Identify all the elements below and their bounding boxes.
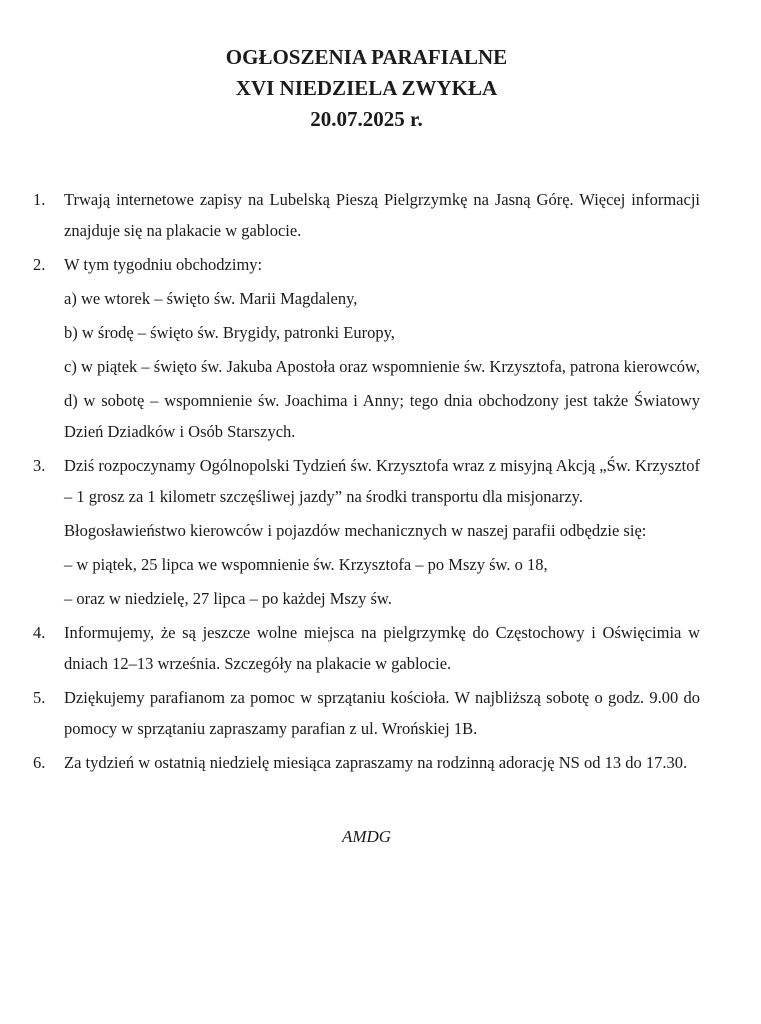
item-number: 2. bbox=[33, 255, 46, 274]
item-body bbox=[64, 249, 700, 450]
item-subitem-c: c) w piątek – święto św. Jakuba Apostoła oraz wspomnienie św. Krzysztofa, patrona kierowców, bbox=[64, 357, 700, 376]
item-paragraph: Informujemy, że są jeszcze wolne miejsca na pielgrzymkę do Częstochowy i Oświęcimia w dniach 12–13 września. Szczegóły na plakacie w gablocie. bbox=[64, 623, 700, 673]
item-paragraph: W tym tygodniu obchodzimy: bbox=[64, 255, 263, 274]
item-body bbox=[64, 184, 700, 249]
footer-amdg-text: AMDG bbox=[341, 827, 392, 846]
list-item bbox=[33, 682, 700, 747]
title-line-sunday: XVI NIEDZIELA ZWYKŁA bbox=[235, 76, 498, 100]
item-body bbox=[64, 617, 700, 682]
item-paragraph: Trwają internetowe zapisy na Lubelską Pieszą Pielgrzymkę na Jasną Górę. Więcej informacji znajduje się na plakacie w gablocie. bbox=[64, 190, 700, 240]
item-paragraph: Dziś rozpoczynamy Ogólnopolski Tydzień św. Krzysztofa wraz z misyjną Akcją „Św. Krzysztof – 1 grosz za 1 kilometr szczęśliwej jazdy” na środki transportu dla misjonarzy. bbox=[64, 456, 700, 506]
title-line-announcements: OGŁOSZENIA PARAFIALNE bbox=[225, 45, 508, 69]
item-body bbox=[64, 682, 700, 747]
item-paragraph: Za tydzień w ostatnią niedzielę miesiąca zapraszamy na rodzinną adorację NS od 13 do 17.30. bbox=[64, 753, 688, 772]
list-item bbox=[33, 450, 700, 617]
item-body bbox=[64, 747, 700, 781]
item-number: 6. bbox=[33, 753, 46, 772]
document-title bbox=[33, 42, 700, 135]
item-dash-line: – oraz w niedzielę, 27 lipca – po każdej Mszy św. bbox=[64, 589, 392, 608]
title-line-date: 20.07.2025 r. bbox=[310, 107, 423, 131]
list-item bbox=[33, 184, 700, 249]
list-item bbox=[33, 747, 700, 781]
item-number: 3. bbox=[33, 456, 46, 475]
item-body bbox=[64, 450, 700, 617]
list-item bbox=[33, 249, 700, 450]
item-dash-line: – w piątek, 25 lipca we wspomnienie św. Krzysztofa – po Mszy św. o 18, bbox=[64, 555, 548, 574]
item-paragraph: Dziękujemy parafianom za pomoc w sprzątaniu kościoła. W najbliższą sobotę o godz. 9.00 do pomocy w sprzątaniu zapraszamy parafian z ul. Wrońskiej 1B. bbox=[64, 688, 700, 738]
item-paragraph: Błogosławieństwo kierowców i pojazdów mechanicznych w naszej parafii odbędzie się: bbox=[64, 521, 647, 540]
item-number: 4. bbox=[33, 623, 46, 642]
item-number: 1. bbox=[33, 190, 46, 209]
item-subitem-a: a) we wtorek – święto św. Marii Magdaleny, bbox=[64, 289, 358, 308]
document-footer bbox=[33, 821, 700, 852]
item-subitem-b: b) w środę – święto św. Brygidy, patronki Europy, bbox=[64, 323, 395, 342]
list-item bbox=[33, 617, 700, 682]
announcement-list bbox=[33, 184, 700, 781]
item-number: 5. bbox=[33, 688, 46, 707]
item-subitem-d: d) w sobotę – wspomnienie św. Joachima i Anny; tego dnia obchodzony jest także Światowy Dzień Dziadków i Osób Starszych. bbox=[64, 391, 700, 441]
